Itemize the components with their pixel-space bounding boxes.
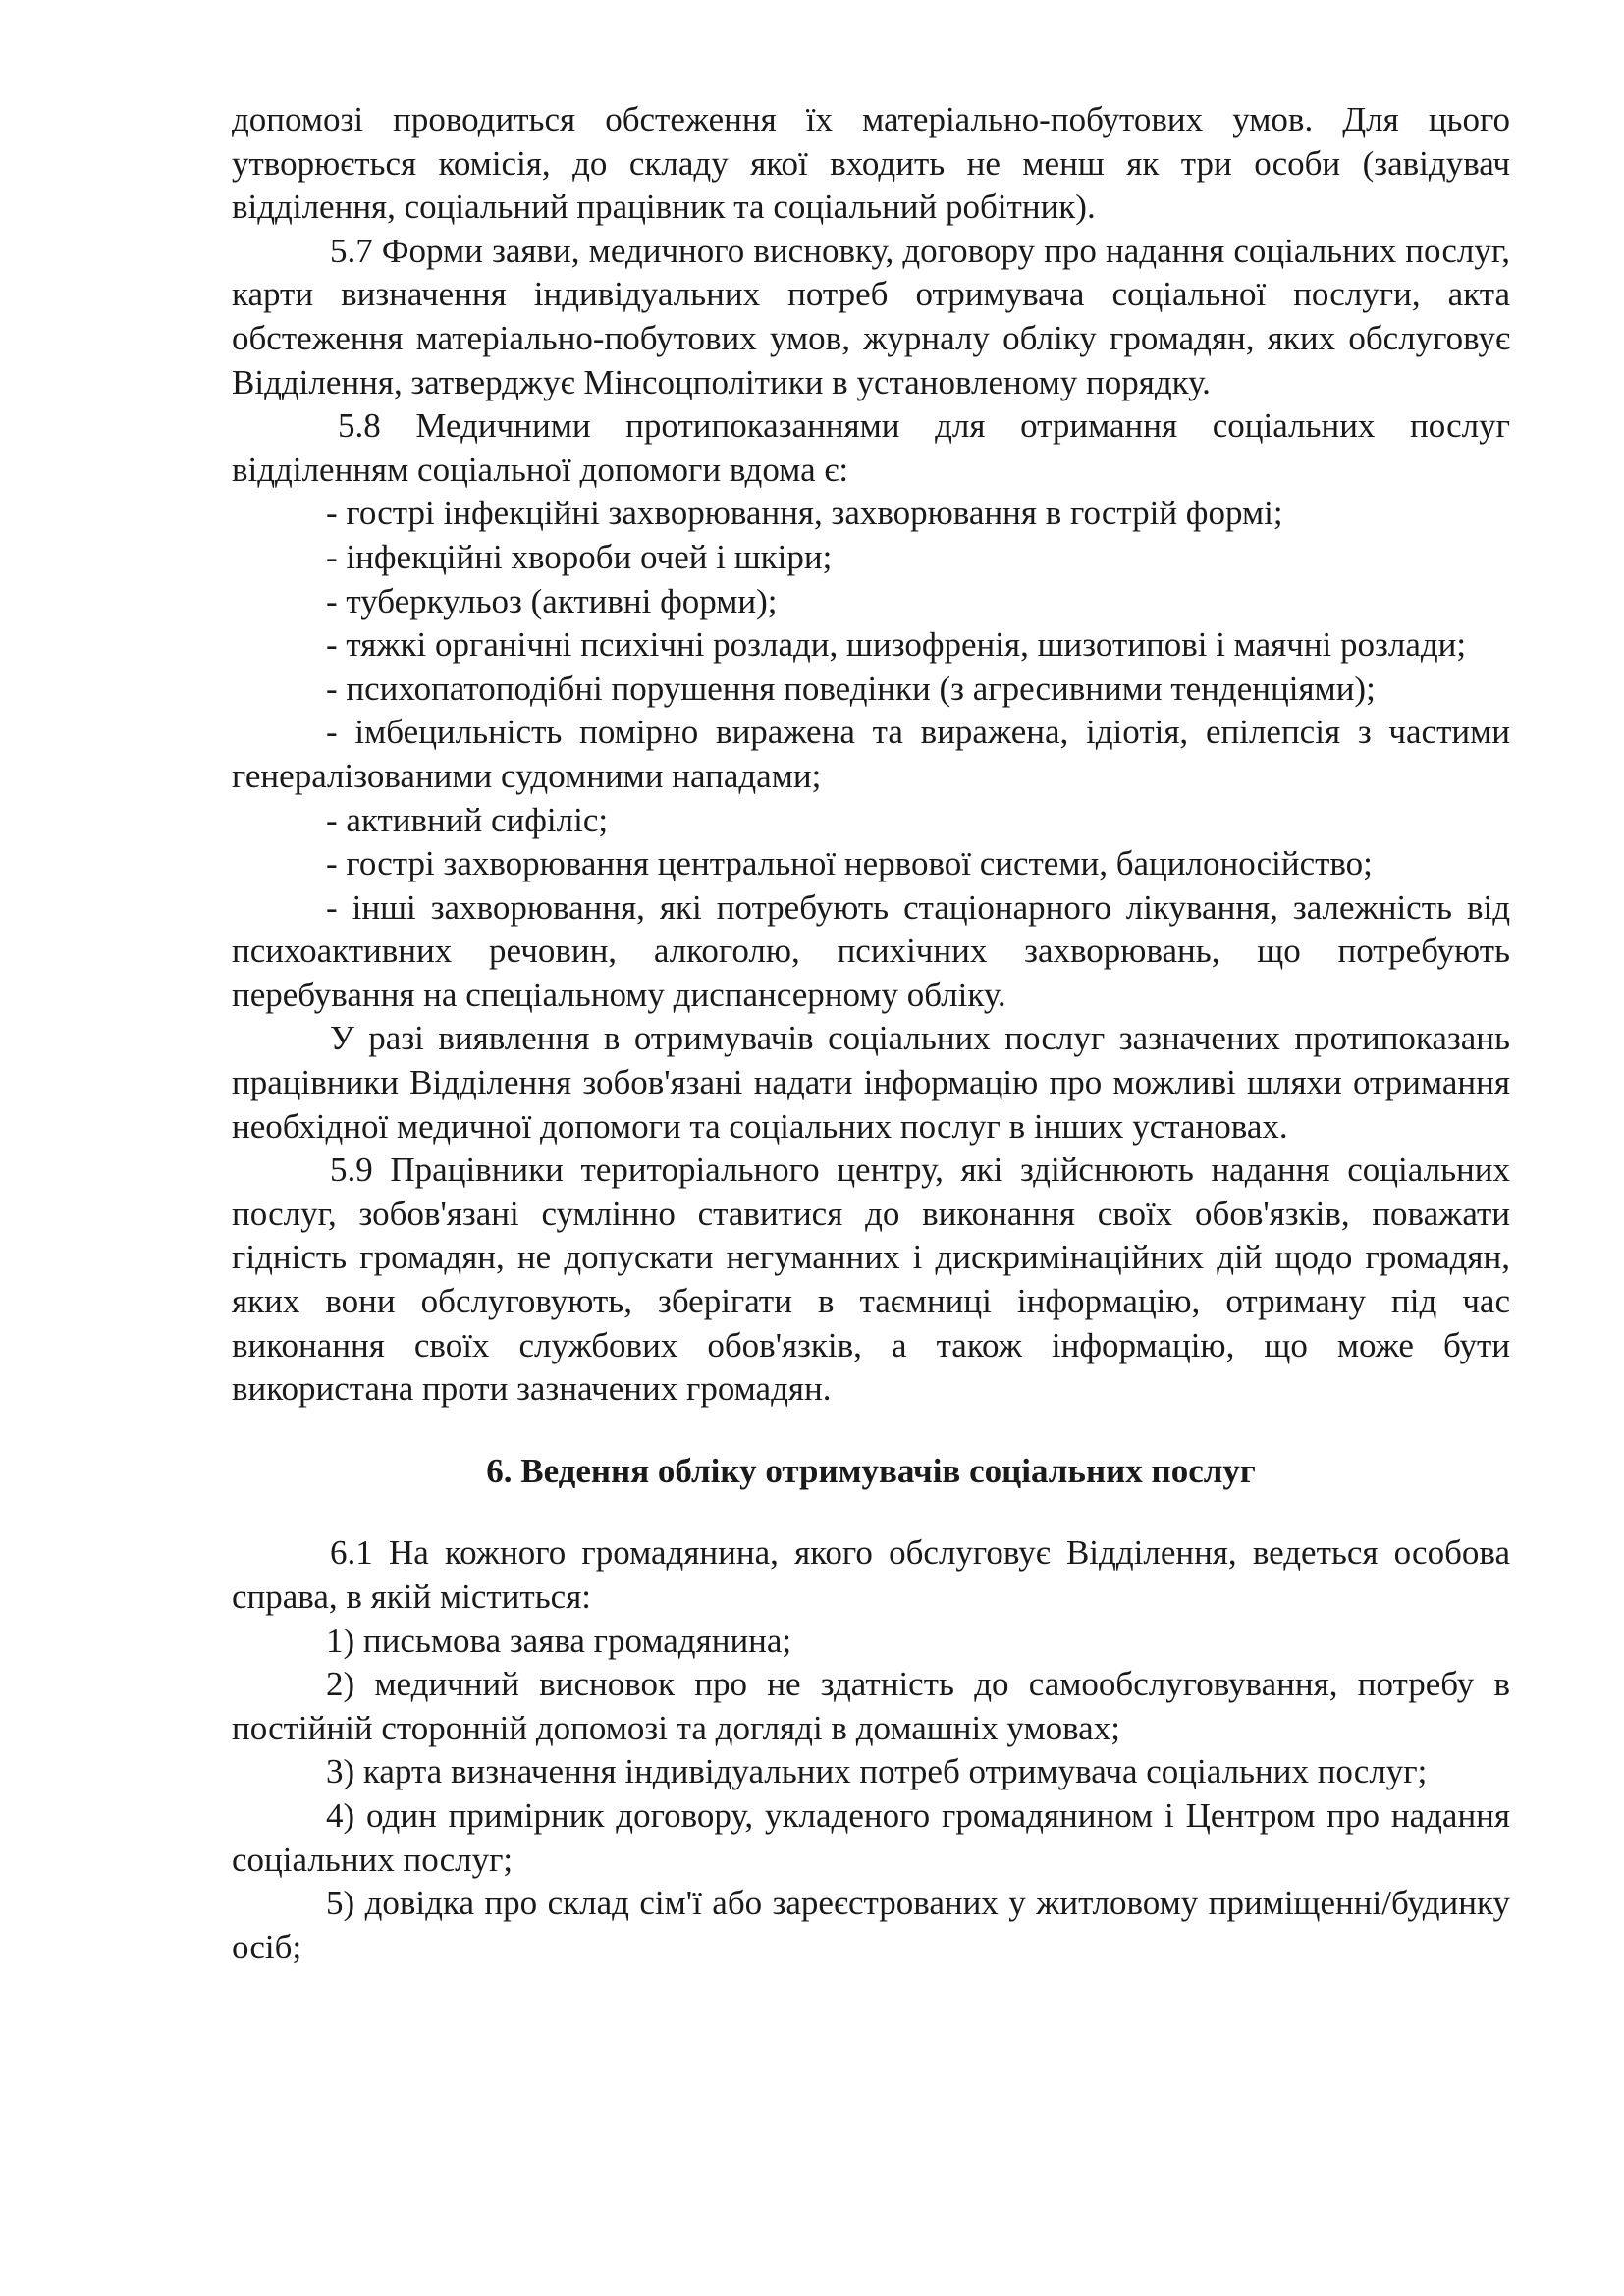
paragraph-5-8: 5.8 Медичними протипоказаннями для отримання соціальних послуг відділенням соціальної допомоги вдома є: (232, 406, 1510, 489)
list-item-contraindication: - інші захворювання, які потребують стаціонарного лікування, залежність від психоактивних речовин, алкоголю, психічних захворювань, що потребують перебування на спеціальному диспансерному обліку. (232, 887, 1510, 1014)
list-item-contraindication: - психопатоподібні порушення поведінки (з агресивними тенденціями); (326, 668, 1376, 708)
list-item-contraindication: - тяжкі органічні психічні розлади, шизофренія, шизотипові і маячні розлади; (326, 625, 1467, 665)
list-item-contraindication: - гострі інфекційні захворювання, захворювання в гострій формі; (326, 494, 1283, 533)
list-item-contraindication: - гострі захворювання центральної нервової системи, бацилоносійство; (326, 844, 1373, 883)
paragraph-continuation: допомозі проводиться обстеження їх матеріально-побутових умов. Для цього утворюється комісія, до складу якої входить не менш як три особи (завідувач відділення, соціальний працівник та соціальний робітник). (232, 100, 1510, 227)
paragraph-contraindication-note: У разі виявлення в отримувачів соціальних послуг зазначених протипоказань працівники Відділення зобов'язані надати інформацію про можливі шляхи отримання необхідної медичної допомоги та соціальних послуг в інших установах. (232, 1019, 1510, 1146)
list-item-case-file: 3) карта визначення індивідуальних потреб отримувача соціальних послуг; (326, 1752, 1428, 1791)
list-item-case-file: 1) письмова заява громадянина; (326, 1621, 792, 1660)
section-heading: 6. Ведення обліку отримувачів соціальних послуг (486, 1451, 1256, 1490)
paragraph-5-7: 5.7 Форми заяви, медичного висновку, договору про надання соціальних послуг, карти визначення індивідуальних потреб отримувача соціальної послуги, акта обстеження матеріально-побутових умов, журналу обліку громадян, яких обслуговує Відділення, затверджує Мінсоцполітики в установленому порядку. (232, 231, 1510, 401)
list-item-case-file: 4) один примірник договору, укладеного громадянином і Центром про надання соціальних послуг; (232, 1795, 1510, 1879)
list-item-contraindication: - туберкульоз (активні форми); (326, 581, 778, 620)
document-body (232, 98, 1510, 1969)
list-item-contraindication: - інфекційні хвороби очей і шкіри; (326, 537, 833, 576)
paragraph-5-9: 5.9 Працівники територіального центру, які здійснюють надання соціальних послуг, зобов'язані сумлінно ставитися до виконання своїх обов'язків, поважати гідність громадян, не допускати негуманних і дискримінаційних дій щодо громадян, яких вони обслуговують, зберігати в таємниці інформацію, отриману під час виконання своїх службових обов'язків, а також інформацію, що може бути використана проти зазначених громадян. (232, 1150, 1510, 1409)
paragraph-6-1: 6.1 На кожного громадянина, якого обслуговує Відділення, ведеться особова справа, в якій міститься: (232, 1533, 1510, 1616)
list-item-case-file: 2) медичний висновок про не здатність до самообслуговування, потребу в постійній сторонній допомозі та догляді в домашніх умовах; (232, 1665, 1510, 1747)
list-item-case-file: 5) довідка про склад сім'ї або зареєстрованих у житловому приміщенні/будинку осіб; (232, 1884, 1510, 1966)
list-item-contraindication: - активний сифіліс; (326, 800, 609, 839)
list-item-contraindication: - імбецильність помірно виражена та виражена, ідіотія, епілепсія з частими генералізованими судомними нападами; (232, 713, 1510, 795)
